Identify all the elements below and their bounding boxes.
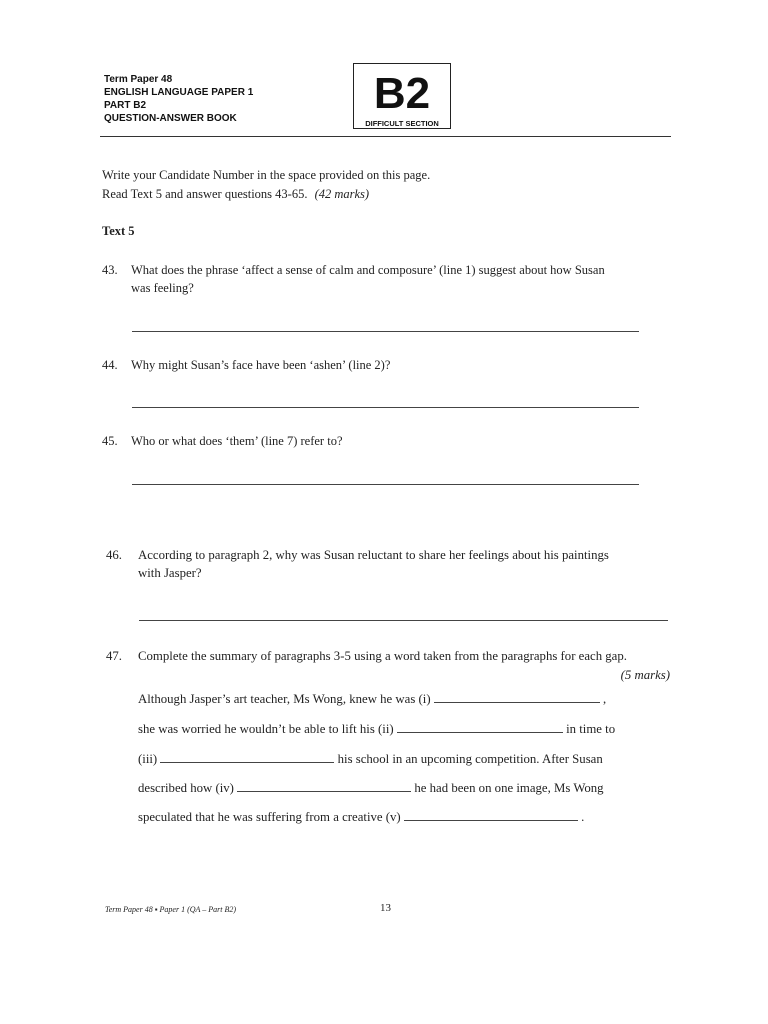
summary-text: .: [581, 810, 585, 824]
answer-line-45[interactable]: [132, 484, 639, 485]
gap-i[interactable]: [434, 690, 600, 703]
gap-iv[interactable]: [237, 779, 411, 792]
answer-line-44[interactable]: [132, 407, 639, 408]
header-block: [104, 73, 253, 125]
badge-label: DIFFICULT SECTION: [365, 119, 439, 128]
gap-ii[interactable]: [397, 720, 563, 733]
badge-code: B2: [373, 69, 431, 118]
question-number: 44.: [102, 358, 118, 372]
summary-text: (iii): [138, 752, 158, 766]
question-marks: (5 marks): [620, 668, 670, 682]
question-text: According to paragraph 2, why was Susan reluctant to share her feelings about his paintings: [138, 548, 609, 562]
question-text: Who or what does ‘them’ (line 7) refer to?: [131, 434, 343, 448]
summary-text: in time to: [566, 722, 616, 736]
summary-text: Although Jasper’s art teacher, Ms Wong, knew he was (i): [138, 692, 431, 706]
summary-text: he had been on one image, Ms Wong: [414, 781, 604, 795]
question-number: 46.: [106, 548, 122, 562]
summary-text: described how (iv): [138, 781, 234, 795]
summary-line-1: [138, 690, 606, 708]
summary-line-5: [138, 808, 584, 826]
gap-iii[interactable]: [160, 750, 334, 763]
section-badge: [353, 63, 451, 129]
summary-line-2: [138, 720, 615, 738]
question-46: [138, 546, 678, 582]
summary-text: his school in an upcoming competition. After Susan: [337, 752, 603, 766]
summary-text: ,: [603, 692, 607, 706]
summary-text: speculated that he was suffering from a creative (v): [138, 810, 401, 824]
header-paper: ENGLISH LANGUAGE PAPER 1: [104, 87, 254, 98]
footer-label: Term Paper 48 ▪ Paper 1 (QA – Part B2): [105, 905, 237, 914]
header-book: QUESTION-ANSWER BOOK: [104, 113, 237, 124]
question-number: 47.: [106, 649, 122, 663]
question-text: Why might Susan’s face have been ‘ashen’ (line 2)?: [131, 358, 391, 372]
page-number: 13: [380, 902, 391, 914]
question-text: What does the phrase ‘affect a sense of calm and composure’ (line 1) suggest about how Susan: [131, 263, 605, 277]
question-text: was feeling?: [131, 281, 194, 295]
header-rule: [100, 136, 671, 137]
question-43: [131, 261, 671, 297]
header-part: PART B2: [104, 100, 147, 111]
instruction-read: [102, 185, 369, 203]
instruction-marks: (42 marks): [314, 187, 370, 201]
header-term: Term Paper 48: [104, 74, 173, 85]
answer-line-43[interactable]: [132, 331, 639, 332]
summary-text: she was worried he wouldn’t be able to lift his (ii): [138, 722, 394, 736]
instruction-candidate: Write your Candidate Number in the space provided on this page.: [102, 168, 431, 182]
instruction-read-text: Read Text 5 and answer questions 43-65.: [102, 187, 308, 201]
summary-line-3: [138, 750, 603, 768]
question-text: with Jasper?: [138, 566, 202, 580]
gap-v[interactable]: [404, 808, 578, 821]
question-text: Complete the summary of paragraphs 3-5 using a word taken from the paragraphs for each gap.: [138, 649, 627, 663]
text-label: Text 5: [102, 224, 135, 238]
question-number: 43.: [102, 263, 118, 277]
answer-line-46[interactable]: [139, 620, 668, 621]
question-number: 45.: [102, 434, 118, 448]
summary-line-4: [138, 779, 604, 797]
